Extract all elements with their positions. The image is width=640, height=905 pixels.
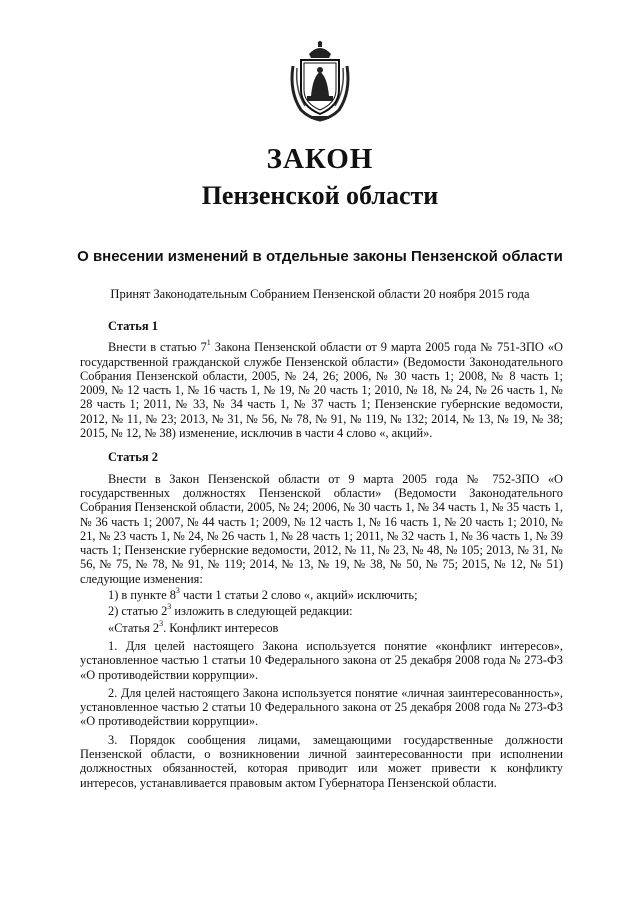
article-2-item-1: 1) в пункте $8^3$ части 1 статьи 2 слово «, акций» исключить;: [108, 585, 418, 603]
article-2-item-2: 2) статью $2^3$ изложить в следующей редакции:: [108, 602, 353, 619]
article-1-text: Внести в статью $7^1$ Закона Пензенской области от 9 марта 2005 года № 751-ЗПО «О государственной гражданской службе Пензенской области» (Ведомости Законодательного Собрания Пензенской области, 2005, № 24, 26; 2006, № 30 часть 1; 2008, № 8 часть 1; 2009, № 12 часть 1, № 16 часть 1, № 19, № 20 часть 1; 2010, № 18, № 24, № 26 часть 1, № 28 часть 1; 2011, № 33, № 34 часть 1, № 37 часть 1; Пензенские губернские ведомости, 2012, № 11, № 23; 2013, № 31, № 56, № 78, № 91, № 119, № 132; 2014, № 13, № 19, № 38; 2015, № 12, № 38) изменение, исключив в части 4 слово «, акций».: [80, 338, 563, 441]
law-heading: О внесении изменений в отдельные законы Пензенской области: [77, 248, 563, 265]
clause-1: 1. Для целей настоящего Закона используется понятие «конфликт интересов», установленное частью 1 статьи 10 Федерального закона от 25 декабря 2008 года № 273-ФЗ «О противодействии коррупции».: [80, 638, 563, 682]
clause-2: 2. Для целей настоящего Закона используется понятие «личная заинтересованность», установленное частью 2 статьи 10 Федерального закона от 25 декабря 2008 года № 273-ФЗ «О противодействии коррупции».: [80, 685, 563, 729]
adoption-line: Принят Законодательным Собранием Пензенской области 20 ноября 2015 года: [110, 287, 530, 301]
article-1-title: Статья 1: [108, 319, 158, 333]
law-title: ЗАКОН: [266, 143, 374, 175]
quoted-article-title: «Статья $2^3$. Конфликт интересов: [108, 618, 279, 635]
coat-of-arms-emblem: [287, 40, 353, 122]
article-2-text: Внести в Закон Пензенской области от 9 марта 2005 года № 752-ЗПО «О государственных должностях Пензенской области» (Ведомости Законодательного Собрания Пензенской области, 2005, № 24; 2006, № 30 часть 1, № 34 часть 1, № 35 часть 1, № 36 часть 1; 2007, № 44 часть 1; 2009, № 12 часть 1, № 16 часть 1, № 20 часть 1; 2010, № 21, № 23 часть 1, № 24, № 26 часть 1, № 28 часть 1; 2011, № 32 часть 1, № 36 часть 1, № 39 часть 1; Пензенские губернские ведомости, 2012, № 11, № 23, № 48, № 105; 2013, № 31, № 56, № 75, № 78, № 91, № 119; 2014, № 13, № 19, № 38, № 50, № 75; 2015, № 12, № 51) следующие изменения:: [80, 471, 563, 586]
law-body: [80, 319, 563, 790]
region-title: Пензенской области: [201, 181, 439, 210]
article-2-title: Статья 2: [108, 450, 158, 465]
clause-3: 3. Порядок сообщения лицами, замещающими государственные должности Пензенской области, о возникновении личной заинтересованности при исполнении должностных обязанностей, которая приводит или может привести к конфликту интересов, устанавливается правовым актом Губернатора Пензенской области.: [80, 732, 563, 790]
